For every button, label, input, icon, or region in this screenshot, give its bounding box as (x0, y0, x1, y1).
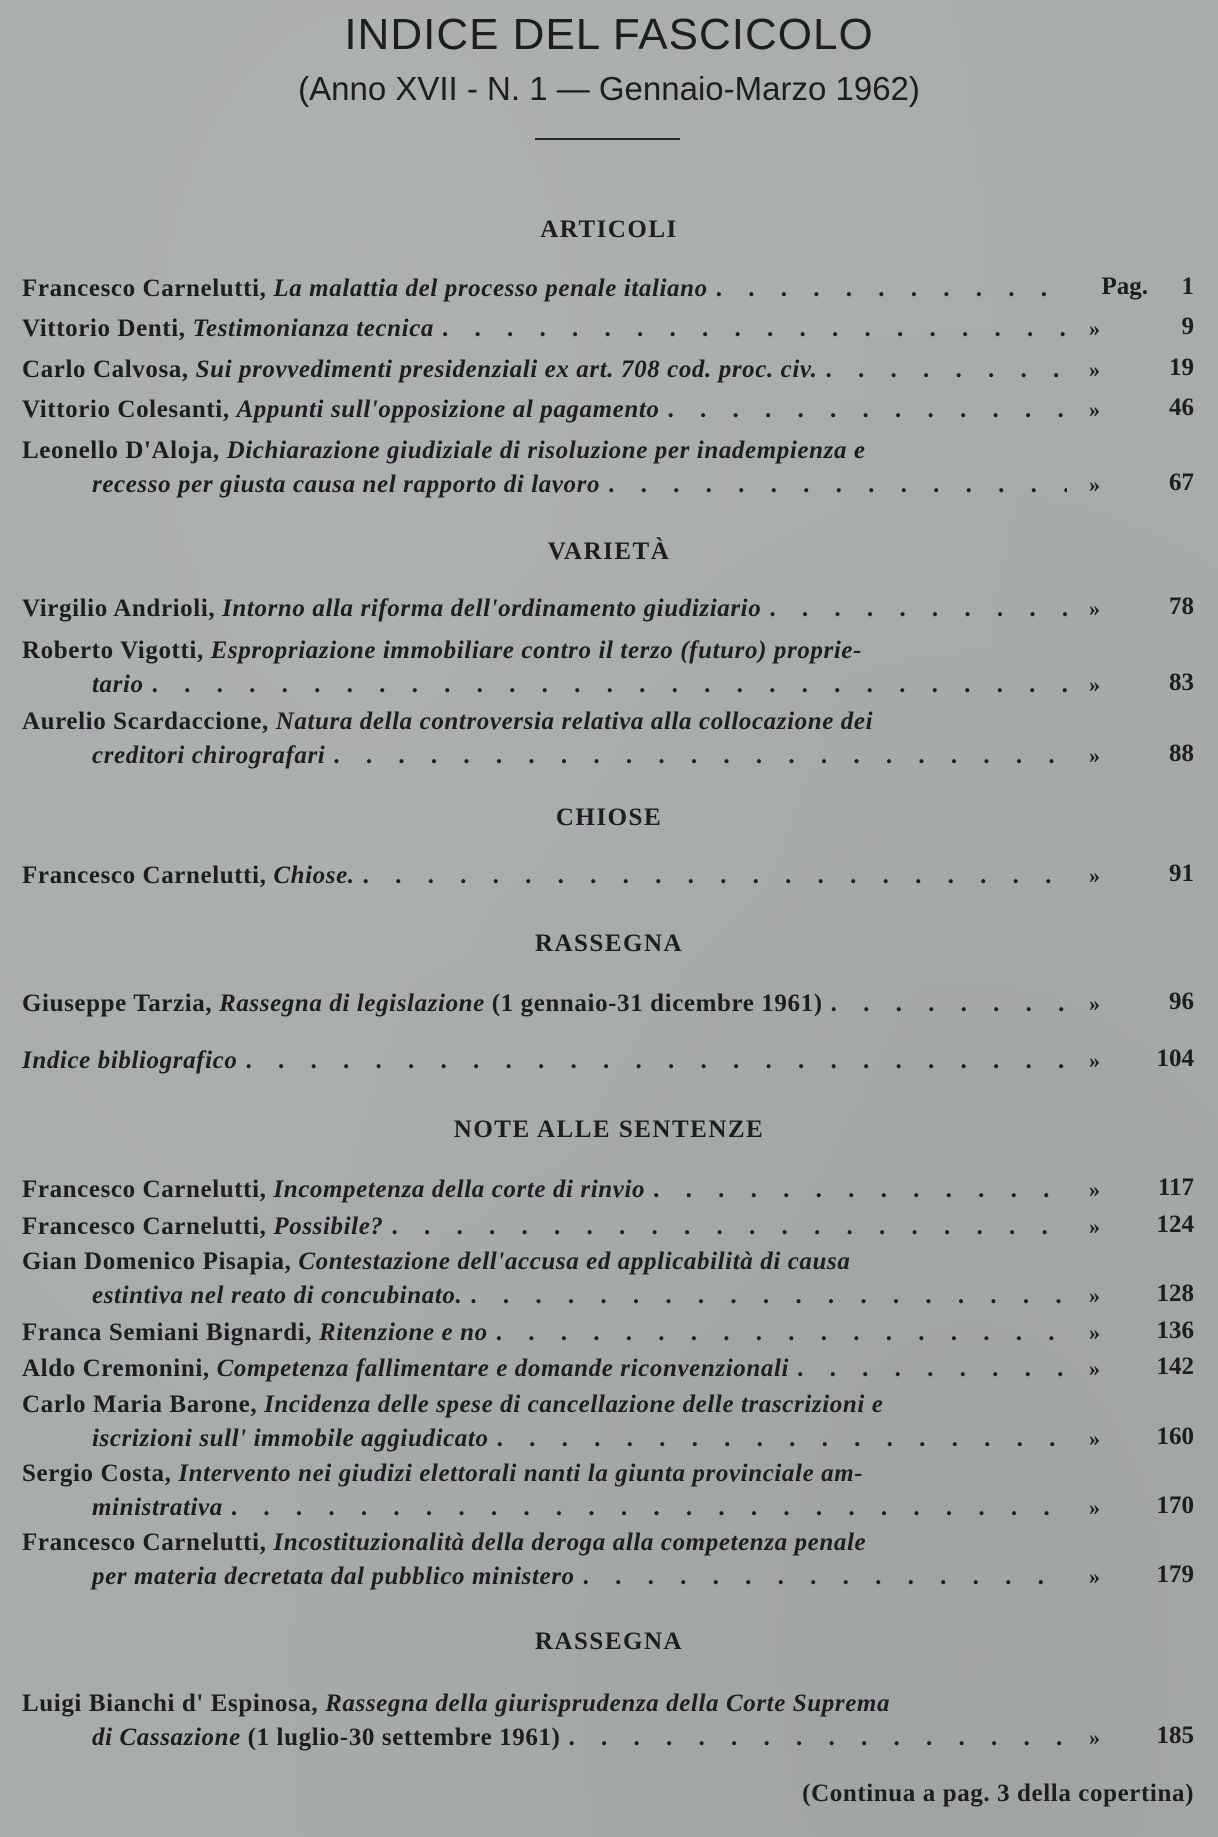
toc-entry-line (22, 354, 1067, 386)
toc-entry-line (22, 593, 1067, 625)
dot-leader (442, 313, 1067, 345)
toc-entry-line-continued (92, 669, 1067, 701)
page-marker: » (1089, 743, 1100, 768)
entry-author: Francesco Carnelutti, (22, 862, 267, 889)
entry-title-continued: per materia decretata dal pubblico ministero (92, 1563, 575, 1590)
entry-title-continued: creditori chirografari (92, 742, 326, 769)
entry-title: Incompetenza della corte di rinvio (273, 1176, 646, 1203)
entry-author: Vittorio Colesanti, (22, 396, 230, 423)
entry-title: Possibile? (273, 1213, 384, 1240)
entry-author: Virgilio Andrioli, (22, 595, 216, 622)
toc-entry-line (22, 988, 1067, 1020)
dot-leader (568, 1722, 1067, 1754)
entry-note: (1 gennaio-31 dicembre 1961) (491, 990, 823, 1017)
section-heading: CHIOSE (555, 804, 663, 831)
entry-title: Sui provvedimenti presidenziali ex art. 708 cod. proc. civ. (195, 356, 818, 383)
toc-entry-line (22, 1317, 1067, 1349)
entry-author: Giuseppe Tarzia, (22, 990, 213, 1017)
entry-title: La malattia del processo penale italiano (273, 275, 708, 302)
entry-author: Gian Domenico Pisapia, (22, 1248, 292, 1275)
page-number[interactable]: 83 (1169, 669, 1194, 696)
entry-title-continued: recesso per giusta causa nel rapporto di lavoro (92, 471, 601, 498)
entry-author: Luigi Bianchi d' Espinosa, (22, 1690, 319, 1717)
entry-title-continued: estintiva nel reato di concubinato. (92, 1282, 463, 1309)
section-heading: VARIETÀ (547, 538, 671, 565)
page-number[interactable]: 96 (1169, 988, 1194, 1015)
page-number[interactable]: 46 (1169, 394, 1194, 421)
entry-author: Aurelio Scardaccione, (22, 708, 269, 735)
entry-title: Testimonianza tecnica (192, 315, 435, 342)
section-heading: RASSEGNA (534, 930, 684, 957)
page-marker: » (1089, 472, 1100, 497)
page-marker: » (1089, 596, 1100, 621)
page-number[interactable]: 142 (1156, 1353, 1194, 1380)
dot-leader (245, 1045, 1067, 1077)
title-divider (535, 138, 680, 140)
entry-author: Carlo Maria Barone, (22, 1391, 258, 1418)
page-marker: » (1089, 1564, 1100, 1589)
entry-author: Vittorio Denti, (22, 315, 186, 342)
page-number[interactable]: 179 (1156, 1561, 1194, 1588)
entry-title: Incidenza delle spese di cancellazione delle trascrizioni e (264, 1391, 884, 1418)
page-marker: » (1089, 1177, 1100, 1202)
toc-entry-line (22, 635, 1036, 667)
dot-leader (152, 669, 1067, 701)
toc-entry-line (22, 1527, 1036, 1559)
page-marker: » (1089, 357, 1100, 382)
page-number[interactable]: 1 (1181, 273, 1194, 300)
toc-entry-line-continued (92, 1280, 1067, 1312)
page-title: INDICE DEL FASCICOLO (344, 10, 874, 59)
page-number[interactable]: 104 (1156, 1045, 1194, 1072)
page-number[interactable]: 19 (1169, 354, 1194, 381)
entry-title: Rassegna di legislazione (219, 990, 485, 1017)
entry-title: Incostituzionalità della deroga alla competenza penale (273, 1529, 867, 1556)
page-marker: » (1089, 1320, 1100, 1345)
page-number[interactable]: 124 (1156, 1211, 1194, 1238)
continued-note: (Continua a pag. 3 della copertina) (802, 1780, 1194, 1807)
toc-entry-line (22, 273, 1067, 305)
page-number[interactable]: 160 (1156, 1423, 1194, 1450)
page-number[interactable]: 67 (1169, 469, 1194, 496)
page-number[interactable]: 88 (1169, 740, 1194, 767)
entry-title-continued: tario (92, 671, 144, 698)
page-number[interactable]: 136 (1156, 1317, 1194, 1344)
page-marker: » (1089, 991, 1100, 1016)
toc-entry-line (22, 435, 1036, 467)
toc-entry-line-continued (92, 469, 1067, 501)
entry-title: Ritenzione e no (318, 1319, 488, 1346)
entry-title: Competenza fallimentare e domande riconvenzionali (216, 1355, 790, 1382)
entry-author: Carlo Calvosa, (22, 356, 189, 383)
dot-leader (392, 1211, 1067, 1243)
page-number[interactable]: 78 (1169, 593, 1194, 620)
toc-entry-line (22, 1688, 1036, 1720)
section-heading: NOTE ALLE SENTENZE (453, 1116, 765, 1143)
section-heading: RASSEGNA (534, 1628, 684, 1655)
toc-entry-line (22, 394, 1067, 426)
toc-entry-line-continued (92, 1561, 1067, 1593)
entry-author: Francesco Carnelutti, (22, 1213, 267, 1240)
page-marker: » (1089, 1725, 1100, 1750)
page-marker: » (1089, 1356, 1100, 1381)
toc-entry-line (22, 1246, 1036, 1278)
dot-leader (496, 1317, 1067, 1349)
dot-leader (470, 1280, 1067, 1312)
toc-entry-line (22, 1353, 1067, 1385)
toc-entry-line (22, 1174, 1067, 1206)
page-marker: » (1089, 863, 1100, 888)
dot-leader (583, 1561, 1067, 1593)
entry-author: Sergio Costa, (22, 1460, 172, 1487)
dot-leader (497, 1423, 1067, 1455)
page-marker: » (1089, 1214, 1100, 1239)
section-heading: ARTICOLI (540, 216, 678, 243)
entry-title-continued: di Cassazione (92, 1724, 241, 1751)
page-marker: » (1089, 672, 1100, 697)
dot-leader (333, 740, 1067, 772)
toc-entry-line (22, 1458, 1036, 1490)
dot-leader (716, 273, 1067, 305)
page-marker: » (1089, 1426, 1100, 1451)
entry-author: Roberto Vigotti, (22, 637, 204, 664)
entry-author: Franca Semiani Bignardi, (22, 1319, 313, 1346)
toc-entry-line (22, 313, 1067, 345)
entry-note: (1 luglio-30 settembre 1961) (247, 1724, 561, 1751)
entry-title: Dichiarazione giudiziale di risoluzione per inadempienza e (226, 437, 866, 464)
page-number[interactable]: 185 (1156, 1722, 1194, 1749)
entry-title-continued: iscrizioni sull' immobile aggiudicato (92, 1425, 489, 1452)
dot-leader (231, 1492, 1067, 1524)
page-number[interactable]: 91 (1169, 860, 1194, 887)
entry-title-continued: ministrativa (92, 1494, 223, 1521)
page-marker: » (1089, 316, 1100, 341)
entry-title: Intorno alla riforma dell'ordinamento giudiziario (222, 595, 762, 622)
toc-entry-line-continued (92, 1722, 1067, 1754)
page-marker: » (1089, 397, 1100, 422)
entry-title: Espropriazione immobiliare contro il terzo (futuro) proprie- (210, 637, 862, 664)
page-marker: » (1089, 1048, 1100, 1073)
toc-entry-line (22, 1211, 1067, 1243)
entry-title: Rassegna della giurisprudenza della Corte Suprema (325, 1690, 891, 1717)
entry-author: Aldo Cremonini, (22, 1355, 210, 1382)
entry-author: Francesco Carnelutti, (22, 1529, 267, 1556)
page-number[interactable]: 117 (1157, 1174, 1194, 1201)
entry-title: Natura della controversia relativa alla collocazione dei (275, 708, 874, 735)
entry-title: Indice bibliografico (22, 1047, 238, 1074)
dot-leader (363, 860, 1067, 892)
toc-entry-line (22, 860, 1067, 892)
toc-entry-line (22, 706, 1036, 738)
toc-entry-line-continued (92, 1423, 1067, 1455)
issue-subtitle: (Anno XVII - N. 1 — Gennaio-Marzo 1962) (298, 70, 920, 107)
toc-entry-line-continued (92, 1492, 1067, 1524)
page-marker: » (1089, 1283, 1100, 1308)
entry-author: Leonello D'Aloja, (22, 437, 220, 464)
toc-entry-line (22, 1389, 1036, 1421)
entry-title: Intervento nei giudizi elettorali nanti la giunta provinciale am- (178, 1460, 864, 1487)
entry-author: Francesco Carnelutti, (22, 1176, 267, 1203)
toc-entry-line-continued (92, 740, 1067, 772)
toc-entry-line (22, 1045, 1067, 1077)
entry-title: Chiose. (273, 862, 355, 889)
entry-title: Contestazione dell'accusa ed applicabilità di causa (298, 1248, 851, 1275)
entry-author: Francesco Carnelutti, (22, 275, 267, 302)
page-marker: » (1089, 1495, 1100, 1520)
page-number[interactable]: 170 (1156, 1492, 1194, 1519)
page-number[interactable]: 9 (1181, 313, 1194, 340)
page-marker: Pag. (1101, 273, 1148, 300)
page-number[interactable]: 128 (1156, 1280, 1194, 1307)
entry-title: Appunti sull'opposizione al pagamento (236, 396, 660, 423)
dot-leader (608, 469, 1067, 501)
